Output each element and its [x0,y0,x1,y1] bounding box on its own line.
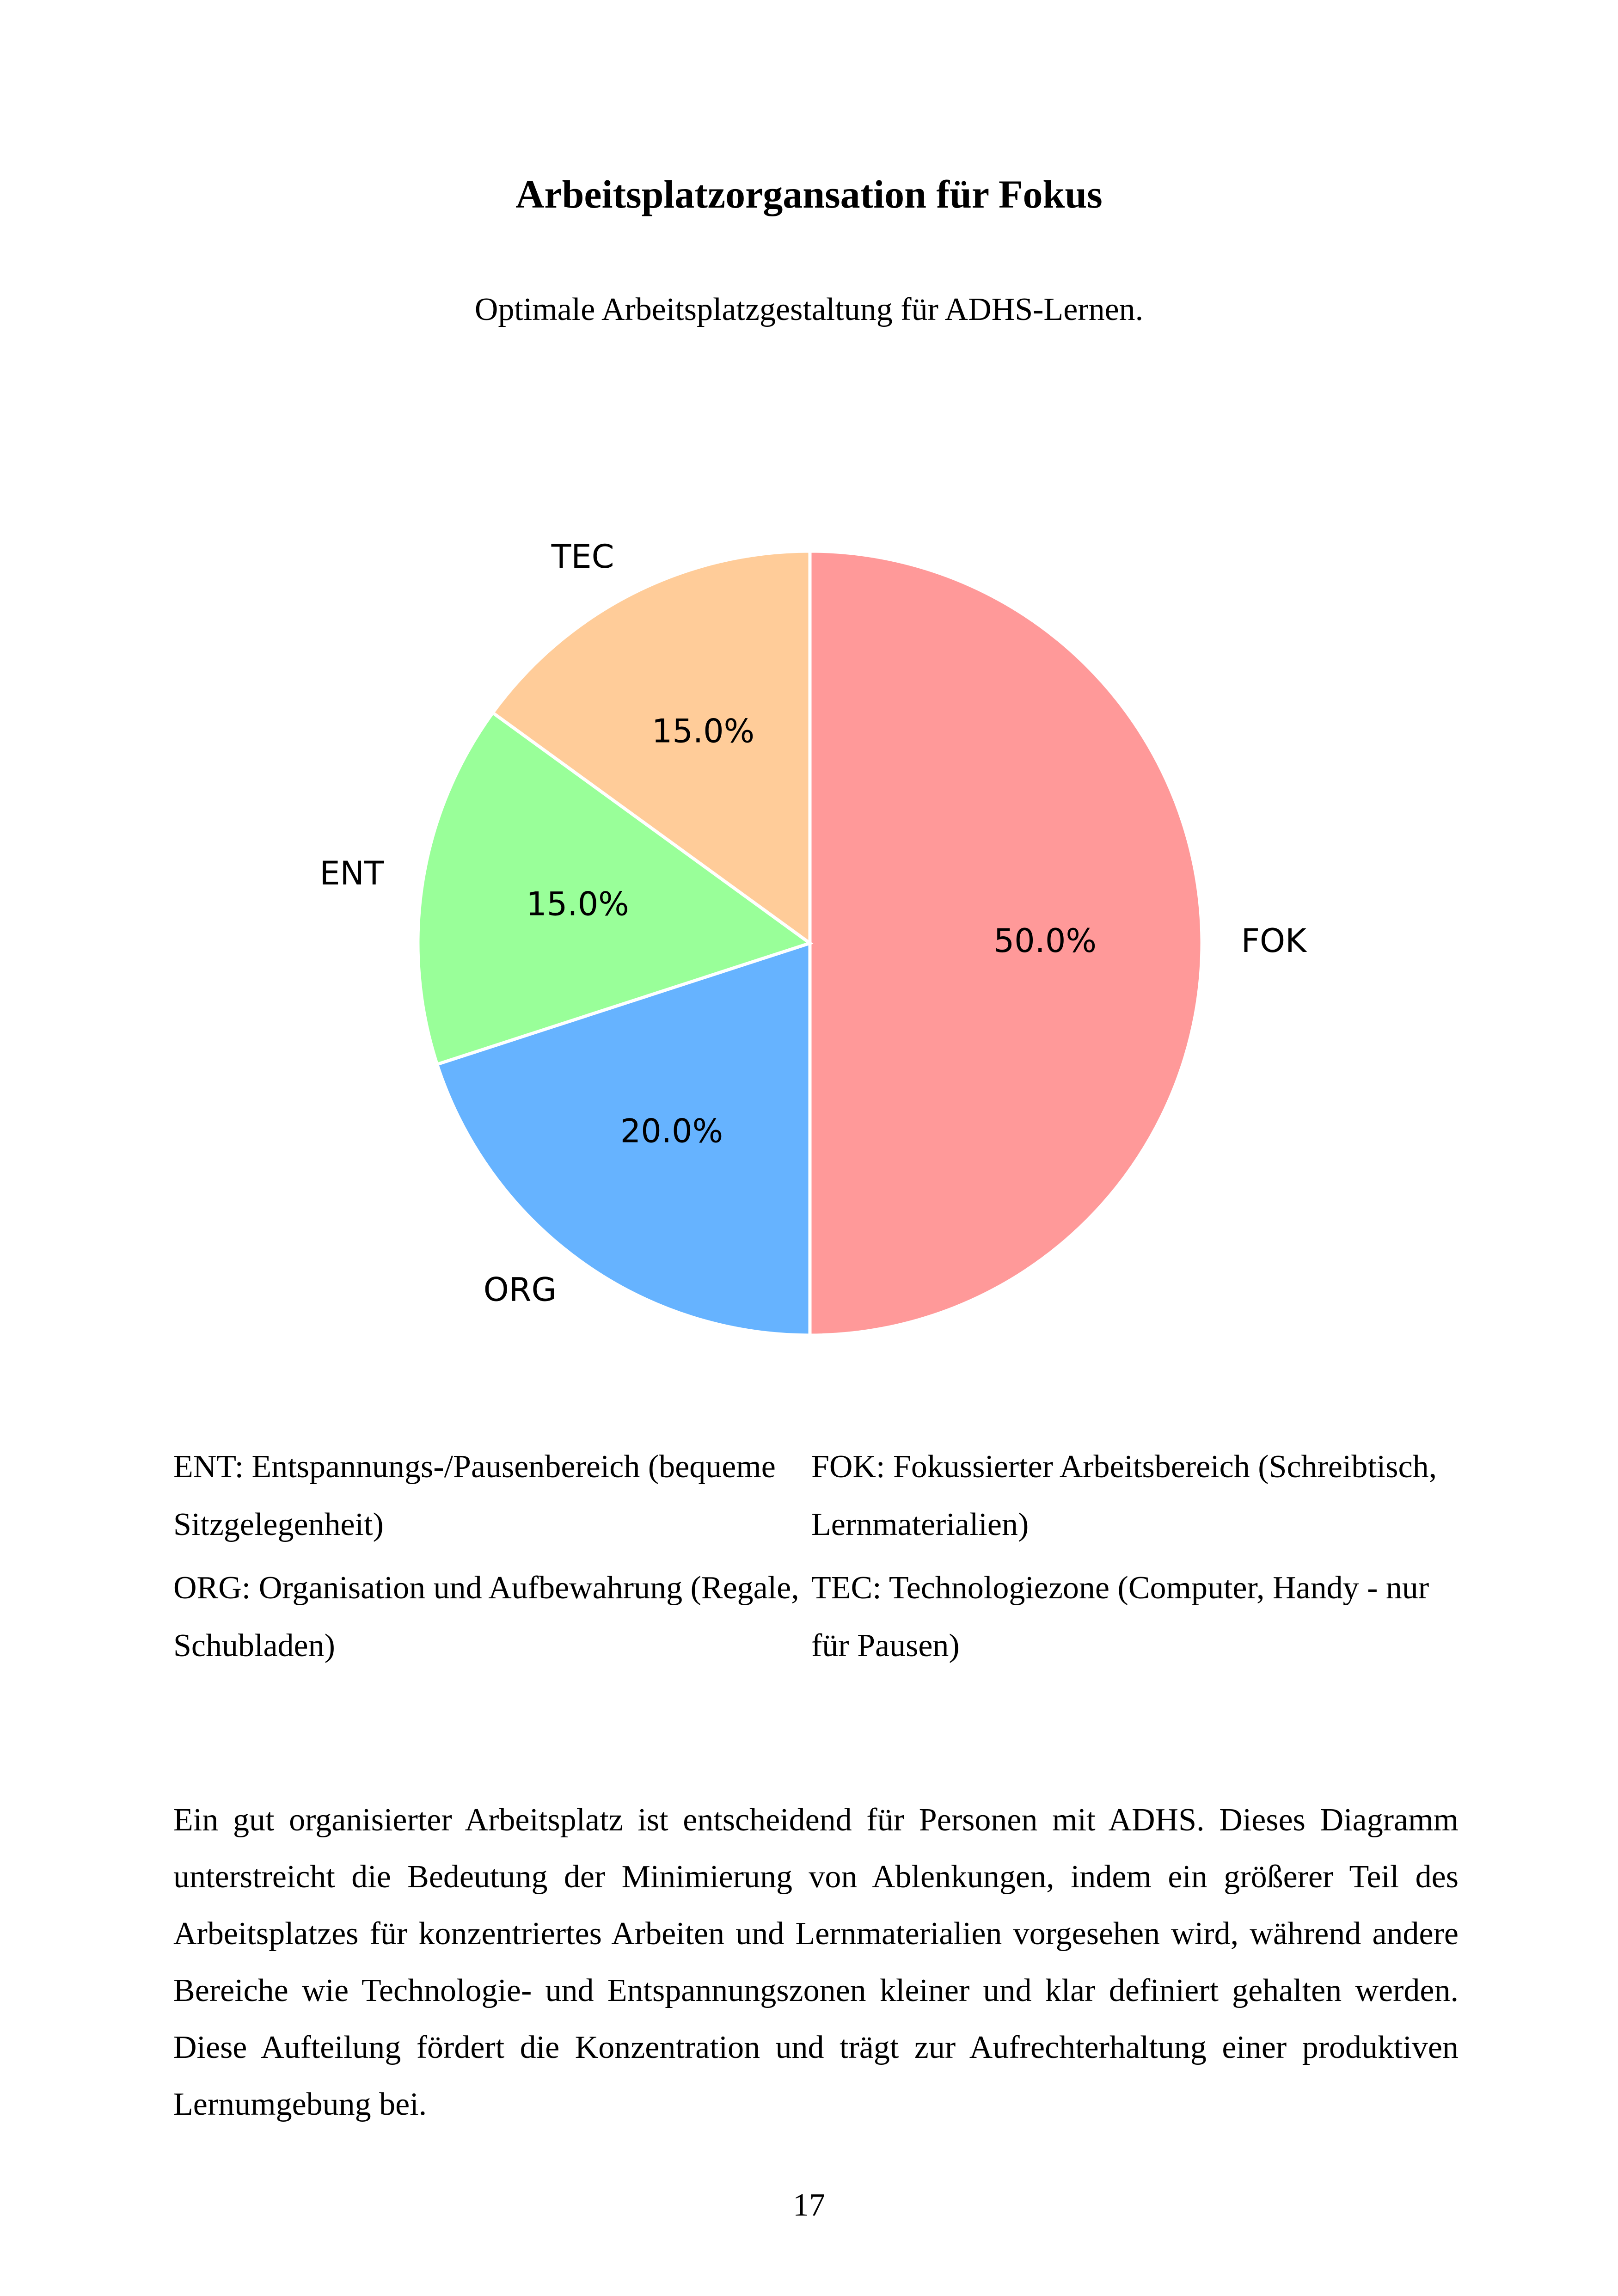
legend-item-fok: FOK: Fokussierter Arbeitsbereich (Schreibtisch, Lernmaterialien) [811,1449,1437,1542]
page-subtitle: Optimale Arbeitsplatzgestaltung für ADHS-Lernen. [474,292,1144,327]
category-label-ent: ENT [319,854,384,893]
category-label-fok: FOK [1241,922,1307,960]
percent-label-org: 20.0% [620,1112,723,1150]
body-paragraph: Ein gut organisierter Arbeitsplatz ist entscheidend für Personen mit ADHS. Dieses Diagramm unterstreicht die Bedeutung der Minimierung von Ablenkungen, indem ein größerer Teil des Arbeitsplatzes für konzentriertes Arbeiten und Lernmaterialien vorgesehen wird, während andere Bereiche wie Technologie- und Entspannungszonen kleiner und klar definiert gehalten werden. Diese Aufteilung fördert die Konzentration und trägt zur Aufrechterhaltung einer produktiven Lernumgebung bei. [173,1802,1459,2122]
abbreviation-legend [173,1438,1459,1675]
category-label-tec: TEC [551,537,614,576]
legend-item-ent: ENT: Entspannungs-/Pausenbereich (bequeme Sitzgelegenheit) [173,1449,776,1542]
category-label-org: ORG [483,1271,557,1309]
percent-label-tec: 15.0% [651,712,755,750]
legend-item-tec: TEC: Technologiezone (Computer, Handy - nur für Pausen) [811,1570,1429,1664]
page-number: 17 [793,2187,825,2223]
percent-label-fok: 50.0% [993,922,1097,960]
page-title: Arbeitsplatzorgansation für Fokus [515,172,1103,216]
percent-label-ent: 15.0% [526,885,629,923]
legend-item-org: ORG: Organisation und Aufbewahrung (Regale, Schubladen) [173,1570,799,1664]
